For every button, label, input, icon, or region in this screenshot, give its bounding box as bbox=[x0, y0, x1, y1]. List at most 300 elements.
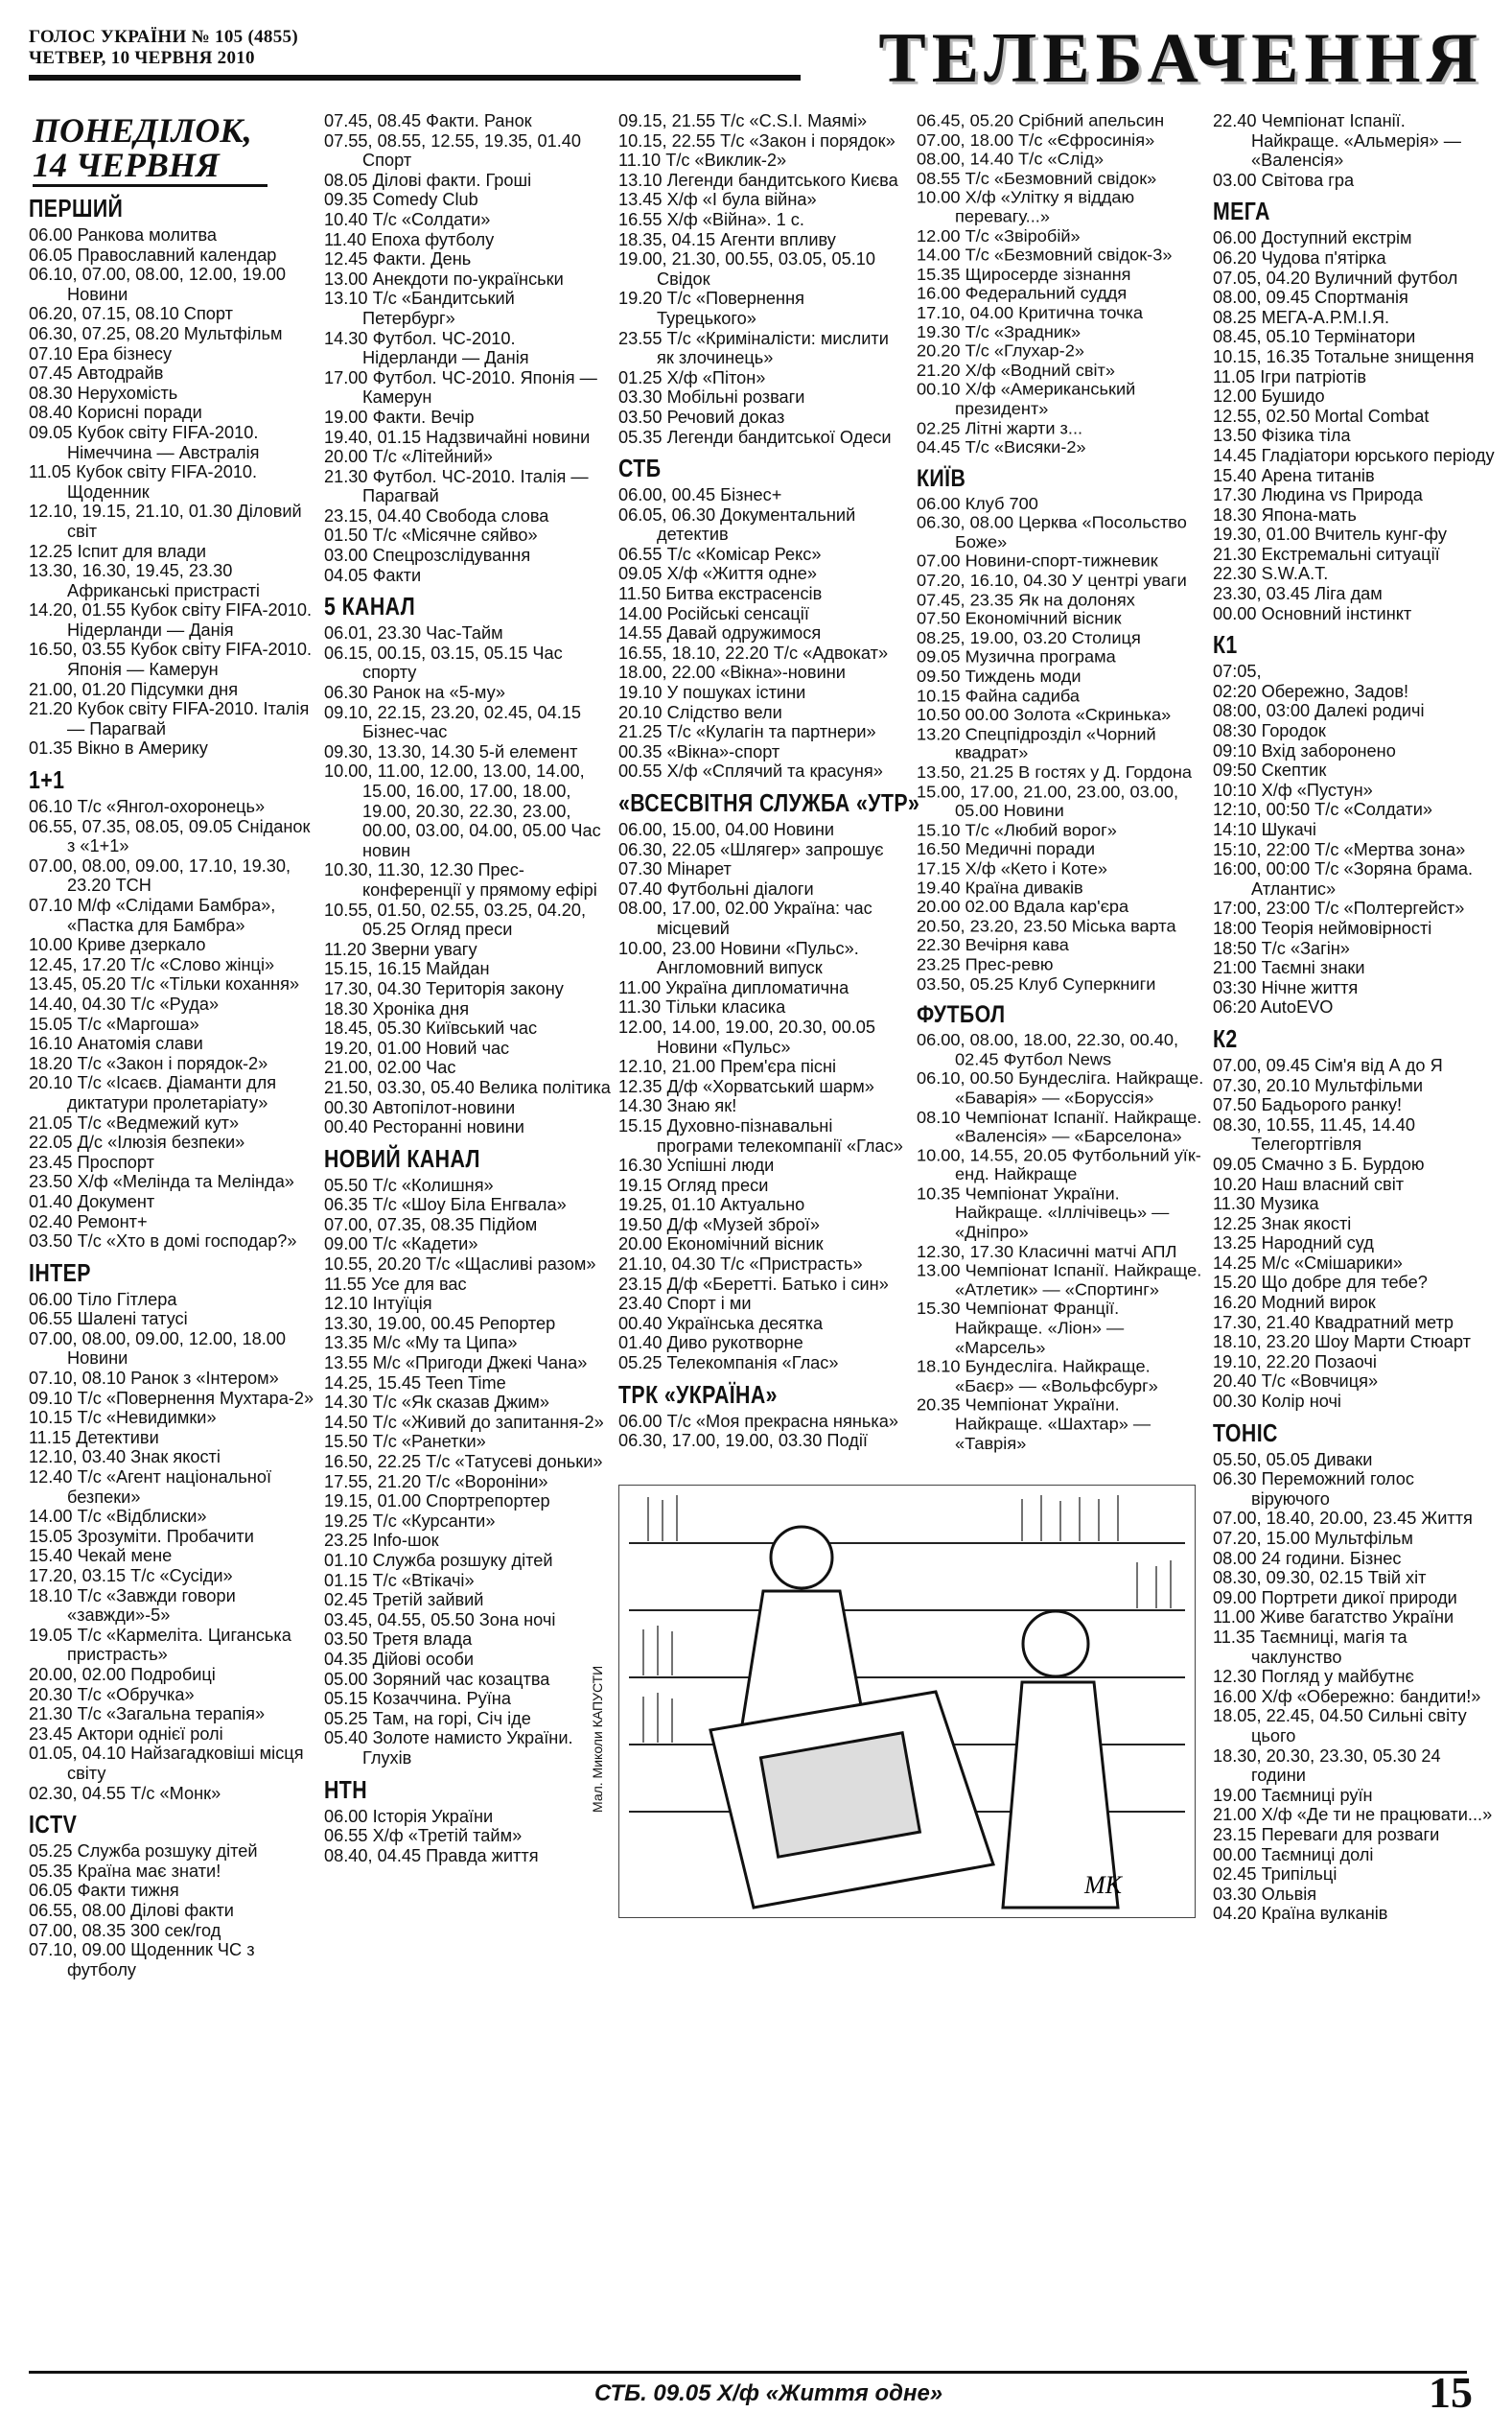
channel-heading: «ВСЕСВІТНЯ СЛУЖБА «УТР» bbox=[618, 788, 920, 817]
program-item: 19.40 Країна диваків bbox=[917, 878, 1083, 898]
program-item: 16.50, 03.55 Кубок світу FIFA-2010. Японія — Камерун bbox=[29, 640, 313, 680]
program-item: 19.10 У пошуках істини bbox=[618, 683, 806, 703]
program-item: 10.00, 11.00, 12.00, 13.00, 14.00, 15.00, 16.00, 17.00, 18.00, 19.00, 20.30, 22.30, 23.00, 00.00, 03.00, 04.00, 05.00 Час новин bbox=[324, 761, 601, 860]
program-item: 21.00, 02.00 Час bbox=[324, 1058, 456, 1078]
program-item: 18:00 Теорія неймовірності bbox=[1213, 918, 1432, 938]
program-item: 07.50 Економічний вісник bbox=[917, 609, 1122, 628]
channel-heading: ФУТБОЛ bbox=[917, 999, 1006, 1028]
program-item: 02.30, 04.55 Т/с «Монк» bbox=[29, 1783, 221, 1803]
program-item: 01.35 Вікно в Америку bbox=[29, 738, 208, 759]
program-item: 15.40 Чекай мене bbox=[29, 1546, 173, 1566]
program-item: 09.15, 21.55 Т/с «C.S.I. Маямі» bbox=[618, 111, 868, 130]
program-item: 19.10, 22.20 Позаочі bbox=[1213, 1351, 1377, 1371]
program-item: 12.10, 19.15, 21.10, 01.30 Діловий світ bbox=[29, 502, 302, 541]
program-item: 05.35 Легенди бандитської Одеси bbox=[618, 427, 892, 447]
program-item: 14.00 Російські сенсації bbox=[618, 603, 809, 623]
program-item: 14.45 Гладіатори юрського періоду bbox=[1213, 445, 1495, 465]
program-item: 05.00 Зоряний час козацтва bbox=[324, 1669, 550, 1689]
program-item: 18.00, 22.00 «Вікна»-новини bbox=[618, 663, 846, 683]
program-item: 16.00 Федеральний суддя bbox=[917, 284, 1128, 303]
program-item: 18.30, 20.30, 23.30, 05.30 24 години bbox=[1213, 1745, 1441, 1786]
program-item: 09.05 Музична програма bbox=[917, 647, 1116, 667]
program-item: 05.50 Т/с «Колишня» bbox=[324, 1175, 494, 1195]
program-item: 07.20, 16.10, 04.30 У центрі уваги bbox=[917, 571, 1187, 590]
program-item: 13.50, 21.25 В гостях у Д. Гордона bbox=[917, 762, 1193, 783]
program-item: 10.55, 20.20 Т/с «Щасливі разом» bbox=[324, 1254, 596, 1275]
program-item: 17.30, 21.40 Квадратний метр bbox=[1213, 1312, 1454, 1332]
masthead bbox=[29, 19, 1483, 100]
program-item: 02.45 Трипільці bbox=[1213, 1864, 1338, 1885]
program-item: 10.15 Файна садиба bbox=[917, 686, 1080, 705]
program-item: 23.30, 03.45 Ліга дам bbox=[1213, 584, 1383, 604]
program-item: 23.25 Прес-ревю bbox=[917, 954, 1054, 974]
program-item: 13.00 Чемпіонат Іспанії. Найкраще. «Атлетик» — «Спортинг» bbox=[917, 1260, 1202, 1300]
channel-heading: НТН bbox=[324, 1774, 368, 1804]
program-item: 11.30 Музика bbox=[1213, 1194, 1319, 1214]
program-item: 11.40 Епоха футболу bbox=[324, 229, 495, 249]
listing-column-2 bbox=[324, 111, 612, 1865]
program-item: 10.20 Наш власний світ bbox=[1213, 1174, 1405, 1194]
program-item: 17.20, 03.15 Т/с «Сусіди» bbox=[29, 1566, 233, 1585]
program-item: 03.50 Т/с «Хто в домі господар?» bbox=[29, 1231, 297, 1252]
program-item: 10.15, 16.35 Тотальне знищення bbox=[1213, 346, 1475, 366]
program-item: 07.30, 20.10 Мультфільми bbox=[1213, 1075, 1423, 1095]
program-item: 21.30 Екстремальні ситуації bbox=[1213, 544, 1440, 564]
program-item: 08.00, 17.00, 02.00 Україна: час місцевий bbox=[618, 899, 872, 938]
program-item: 07.40 Футбольні діалоги bbox=[618, 878, 814, 899]
listing-column-5 bbox=[1213, 111, 1496, 1924]
program-item: 20.10 Т/с «Ісаєв. Діаманти для диктатури пролетаріату» bbox=[29, 1073, 277, 1113]
program-item: 19.30, 01.00 Вчитель кунг-фу bbox=[1213, 525, 1447, 545]
program-item: 00.00 Основний інстинкт bbox=[1213, 603, 1412, 623]
program-item: 21.30 Футбол. ЧС-2010. Італія — Парагвай bbox=[324, 466, 589, 506]
program-item: 10.15 Т/с «Невидимки» bbox=[29, 1408, 217, 1428]
program-item: 08.00, 14.40 Т/с «Слід» bbox=[917, 150, 1105, 169]
program-item: 12.30, 17.30 Класичні матчі АПЛ bbox=[917, 1241, 1177, 1261]
program-item: 19.40, 01.15 Надзвичайні новини bbox=[324, 427, 591, 447]
program-item: 09.35 Comedy Club bbox=[324, 190, 478, 210]
program-item: 08.40 Корисні поради bbox=[29, 403, 202, 423]
program-item: 02.25 Літні жарти з... bbox=[917, 418, 1083, 437]
program-item: 12.55, 02.50 Mortal Combat bbox=[1213, 406, 1430, 426]
program-item: 22.30 Вечірня кава bbox=[917, 935, 1069, 955]
program-item: 07.10 М/ф «Слідами Бамбра», «Пастка для Бамбра» bbox=[29, 896, 276, 935]
program-item: 06.30, 17.00, 19.00, 03.30 Події bbox=[618, 1431, 868, 1451]
program-item: 08.25 МЕГА-А.Р.М.І.Я. bbox=[1213, 307, 1390, 327]
program-item: 10.00, 14.55, 20.05 Футбольний уїк-енд. Найкраще bbox=[917, 1145, 1201, 1184]
program-item: 02.40 Ремонт+ bbox=[29, 1211, 148, 1231]
program-item: 23.40 Спорт і ми bbox=[618, 1294, 752, 1314]
program-item: 19.05 Т/с «Кармеліта. Циганська пристрасть» bbox=[29, 1625, 291, 1665]
program-item: 08.45, 05.10 Термінатори bbox=[1213, 327, 1416, 347]
program-item: 05.25 Телекомпанія «Глас» bbox=[618, 1353, 839, 1373]
program-item: 15.35 Щиросерде зізнання bbox=[917, 265, 1131, 284]
cartoon-signature: МК bbox=[1084, 1871, 1122, 1899]
program-item: 06.10, 00.50 Бундесліга. Найкраще. «Баварія» — «Боруссія» bbox=[917, 1068, 1204, 1108]
newspaper-issue: ГОЛОС УКРАЇНИ № 105 (4855) bbox=[29, 27, 298, 47]
program-item: 01.05, 04.10 Найзагадковіші місця світу bbox=[29, 1744, 304, 1783]
program-item: 03.45, 04.55, 05.50 Зона ночі bbox=[324, 1609, 556, 1629]
program-item: 15.05 Зрозуміти. Пробачити bbox=[29, 1526, 254, 1546]
channel-heading: К1 bbox=[1213, 630, 1238, 660]
program-item: 10.35 Чемпіонат України. Найкраще. «Іллічівець» — «Дніпро» bbox=[917, 1183, 1170, 1242]
program-item: 06.55 Шалені татусі bbox=[29, 1309, 188, 1329]
listing-column-1 bbox=[29, 111, 316, 1979]
channel-heading: НОВИЙ КАНАЛ bbox=[324, 1143, 480, 1173]
program-item: 09.00 Портрети дикої природи bbox=[1213, 1587, 1457, 1607]
program-item: 07.10, 08.10 Ранок з «Інтером» bbox=[29, 1369, 279, 1389]
program-item: 10.00 Х/ф «Улітку я віддаю перевагу...» bbox=[917, 188, 1135, 226]
program-item: 14.40, 04.30 Т/с «Руда» bbox=[29, 994, 220, 1014]
program-item: 06.30, 22.05 «Шлягер» запрошує bbox=[618, 839, 884, 859]
program-item: 19.20, 01.00 Новий час bbox=[324, 1038, 510, 1058]
program-item: 06.55, 07.35, 08.05, 09.05 Сніданок з «1+1» bbox=[29, 816, 311, 856]
program-item: 18.45, 05.30 Київський час bbox=[324, 1019, 538, 1039]
program-item: 06.30 Ранок на «5-му» bbox=[324, 683, 505, 703]
program-item: 07.00, 08.00, 09.00, 12.00, 18.00 Новини bbox=[29, 1328, 286, 1369]
program-item: 17:00, 23:00 Т/с «Полтергейст» bbox=[1213, 899, 1465, 919]
program-item: 07.45, 08.45 Факти. Ранок bbox=[324, 111, 532, 130]
program-item: 00.30 Автопілот-новини bbox=[324, 1097, 516, 1117]
program-item: 10.55, 01.50, 02.55, 03.25, 04.20, 05.25 Огляд преси bbox=[324, 900, 587, 940]
program-item: 21.50, 03.30, 05.40 Велика політика bbox=[324, 1077, 611, 1097]
program-item: 08.30, 09.30, 02.15 Твій хіт bbox=[1213, 1568, 1427, 1588]
program-item: 10.50 00.00 Золота «Скринька» bbox=[917, 705, 1172, 724]
day-title bbox=[33, 113, 268, 187]
program-item: 11.30 Тільки класика bbox=[618, 997, 786, 1018]
program-item: 04.35 Дійові особи bbox=[324, 1649, 475, 1669]
program-item: 12.25 Іспит для влади bbox=[29, 541, 206, 561]
program-item: 13.10 Легенди бандитського Києва bbox=[618, 170, 898, 190]
program-item: 19.20 Т/с «Повернення Турецького» bbox=[618, 289, 804, 328]
program-item: 09.10, 22.15, 23.20, 02.45, 04.15 Бізнес-час bbox=[324, 702, 581, 742]
program-item: 11.00 Україна дипломатична bbox=[618, 977, 849, 997]
listing-column-3 bbox=[618, 111, 920, 1451]
program-item: 14.30 Знаю як! bbox=[618, 1096, 737, 1116]
program-item: 21.00 Х/ф «Де ти не працювати...» bbox=[1213, 1805, 1493, 1825]
program-item: 08.00 24 години. Бізнес bbox=[1213, 1548, 1402, 1568]
program-item: 06:20 AutoEVO bbox=[1213, 997, 1334, 1018]
program-item: 07.05, 04.20 Вуличний футбол bbox=[1213, 268, 1458, 288]
program-item: 12.00, 14.00, 19.00, 20.30, 00.05 Новини «Пульс» bbox=[618, 1017, 875, 1057]
channel-heading: ТРК «УКРАЇНА» bbox=[618, 1379, 778, 1409]
program-item: 06.55 Х/ф «Третій тайм» bbox=[324, 1826, 523, 1846]
program-item: 12.25 Знак якості bbox=[1213, 1213, 1352, 1233]
program-item: 12.10, 21.00 Прем'єра пісні bbox=[618, 1057, 837, 1077]
program-item: 14.30 Футбол. ЧС-2010. Нідерланди — Данія bbox=[324, 328, 529, 368]
program-item: 13.25 Народний суд bbox=[1213, 1233, 1374, 1253]
program-item: 13.30, 19.00, 00.45 Репортер bbox=[324, 1313, 556, 1333]
channel-heading: ІНТЕР bbox=[29, 1257, 91, 1287]
program-item: 06.00 Ранкова молитва bbox=[29, 225, 218, 245]
channel-heading: КИЇВ bbox=[917, 463, 966, 492]
program-item: 15.15 Духовно-пізнавальні програми телекомпанії «Глас» bbox=[618, 1115, 903, 1156]
program-item: 03.50 Третя влада bbox=[324, 1629, 473, 1650]
program-item: 19.25 Т/с «Курсанти» bbox=[324, 1511, 496, 1531]
page-number: 15 bbox=[1429, 2368, 1473, 2417]
program-item: 09.30, 13.30, 14.30 5-й елемент bbox=[324, 741, 578, 761]
program-item: 08.00, 09.45 Спортманія bbox=[1213, 288, 1408, 308]
issue-date: ЧЕТВЕР, 10 ЧЕРВНЯ 2010 bbox=[29, 48, 255, 68]
program-item: 16.30 Успішні люди bbox=[618, 1156, 775, 1176]
program-item: 18.10, 23.20 Шоу Марти Стюарт bbox=[1213, 1332, 1471, 1352]
program-item: 20.35 Чемпіонат України. Найкраще. «Шахтар» — «Таврія» bbox=[917, 1395, 1151, 1453]
program-item: 23.15 Переваги для розваги bbox=[1213, 1824, 1440, 1844]
program-item: 20.20 Т/с «Глухар-2» bbox=[917, 341, 1084, 361]
program-item: 01.40 Диво рукотворне bbox=[618, 1333, 803, 1353]
program-item: 21.00, 01.20 Підсумки дня bbox=[29, 679, 239, 699]
program-item: 07.45, 23.35 Як на долонях bbox=[917, 590, 1135, 609]
program-item: 21.25 Т/с «Кулагін та партнери» bbox=[618, 722, 876, 742]
program-item: 19.00, 21.30, 00.55, 03.05, 05.10 Свідок bbox=[618, 249, 875, 289]
program-item: 16.55, 18.10, 22.20 Т/с «Адвокат» bbox=[618, 643, 889, 663]
program-item: 06.30 Переможний голос віруючого bbox=[1213, 1469, 1414, 1509]
program-item: 06.00, 00.45 Бізнес+ bbox=[618, 485, 782, 505]
program-item: 20.30 Т/с «Обручка» bbox=[29, 1684, 195, 1704]
program-item: 18:50 Т/с «Загін» bbox=[1213, 938, 1350, 958]
program-item: 18.05, 22.45, 04.50 Сильні світу цього bbox=[1213, 1706, 1467, 1745]
program-item: 14.25 М/с «Смішарики» bbox=[1213, 1253, 1403, 1273]
program-item: 07.10, 09.00 Щоденник ЧС з футболу bbox=[29, 1940, 255, 1979]
program-item: 19.15 Огляд преси bbox=[618, 1175, 769, 1195]
program-item: 09.05 Х/ф «Життя одне» bbox=[618, 564, 817, 584]
program-item: 16:00, 00:00 Т/с «Зоряна брама. Атлантис» bbox=[1213, 859, 1474, 899]
cartoon-drawing bbox=[619, 1486, 1195, 1917]
program-item: 00.10 Х/ф «Американський президент» bbox=[917, 380, 1136, 418]
masthead-info bbox=[29, 27, 298, 69]
program-item: 09:50 Скептик bbox=[1213, 761, 1327, 781]
program-item: 13.35 М/с «Му та Ципа» bbox=[324, 1333, 518, 1353]
program-item: 02.45 Третій зайвий bbox=[324, 1590, 484, 1610]
program-item: 21.20 Х/ф «Водний світ» bbox=[917, 361, 1115, 380]
program-item: 15.05 Т/с «Маргоша» bbox=[29, 1014, 199, 1034]
program-item: 06.20, 07.15, 08.10 Спорт bbox=[29, 304, 233, 324]
program-item: 14.00 Т/с «Безмовний свідок-3» bbox=[917, 246, 1173, 265]
channel-heading: СТБ bbox=[618, 454, 662, 483]
program-item: 14:10 Шукачі bbox=[1213, 820, 1316, 839]
program-item: 11.35 Таємниці, магія та чаклунство bbox=[1213, 1627, 1407, 1667]
program-item: 00.40 Українська десятка bbox=[618, 1313, 824, 1333]
program-item: 14.50 Т/с «Живий до запитання-2» bbox=[324, 1412, 604, 1432]
program-item: 11.20 Зверни увагу bbox=[324, 939, 477, 959]
program-item: 01.10 Служба розшуку дітей bbox=[324, 1550, 553, 1570]
program-item: 11.15 Детективи bbox=[29, 1427, 159, 1447]
program-item: 10:10 Х/ф «Пустун» bbox=[1213, 780, 1373, 800]
program-item: 20.00, 02.00 Подробиці bbox=[29, 1664, 216, 1684]
program-item: 19.25, 01.10 Актуально bbox=[618, 1195, 805, 1215]
program-item: 06.00 Доступний екстрім bbox=[1213, 228, 1412, 248]
program-item: 11.50 Битва екстрасенсів bbox=[618, 584, 823, 604]
program-item: 18.30 Япона-мать bbox=[1213, 504, 1357, 525]
program-item: 04.45 Т/с «Висяки-2» bbox=[917, 437, 1086, 457]
program-item: 05.35 Країна має знати! bbox=[29, 1861, 221, 1881]
program-item: 00.30 Колір ночі bbox=[1213, 1392, 1341, 1412]
program-item: 05.50, 05.05 Диваки bbox=[1213, 1449, 1373, 1469]
program-item: 18.35, 04.15 Агенти впливу bbox=[618, 229, 836, 249]
program-item: 19.00 Факти. Вечір bbox=[324, 407, 475, 427]
program-item: 14.25, 15.45 Teen Time bbox=[324, 1372, 506, 1393]
program-item: 15.50 Т/с «Ранетки» bbox=[324, 1432, 486, 1452]
cartoon-illustration bbox=[618, 1485, 1196, 1918]
program-item: 20.00 Економічний вісник bbox=[618, 1234, 824, 1254]
program-item: 15.10 Т/с «Любий ворог» bbox=[917, 820, 1117, 840]
program-item: 06.55, 08.00 Ділові факти bbox=[29, 1900, 234, 1920]
program-item: 09.50 Тиждень моди bbox=[917, 667, 1082, 686]
program-item: 12.30 Погляд у майбутнє bbox=[1213, 1667, 1414, 1687]
program-item: 20.10 Слідство вели bbox=[618, 702, 782, 722]
program-item: 16.20 Модний вирок bbox=[1213, 1293, 1376, 1313]
program-item: 12.45 Факти. День bbox=[324, 249, 472, 269]
program-item: 12.45, 17.20 Т/с «Слово жінці» bbox=[29, 954, 275, 974]
program-item: 13.55 М/с «Пригоди Джекі Чана» bbox=[324, 1353, 588, 1373]
program-item: 20.40 Т/с «Вовчиця» bbox=[1213, 1371, 1379, 1392]
program-item: 06.00 Т/с «Моя прекрасна нянька» bbox=[618, 1411, 898, 1431]
program-item: 22.30 S.W.A.T. bbox=[1213, 564, 1329, 584]
program-item: 13.10 Т/с «Бандитський Петербург» bbox=[324, 289, 515, 328]
program-item: 18.10 Т/с «Завжди говори «завжди»-5» bbox=[29, 1585, 236, 1626]
program-item: 08.05 Ділові факти. Гроші bbox=[324, 170, 532, 190]
program-item: 07.00 Новини-спорт-тижневик bbox=[917, 551, 1158, 571]
program-item: 06.00, 15.00, 04.00 Новини bbox=[618, 820, 835, 839]
program-item: 21.05 Т/с «Ведмежий кут» bbox=[29, 1113, 240, 1133]
program-item: 07.00, 09.45 Сім'я від А до Я bbox=[1213, 1055, 1443, 1075]
program-item: 23.15 Д/ф «Беретті. Батько і син» bbox=[618, 1274, 889, 1294]
program-item: 06.10, 07.00, 08.00, 12.00, 19.00 Новини bbox=[29, 265, 286, 304]
program-item: 17.30, 04.30 Територія закону bbox=[324, 978, 564, 998]
program-item: 15:10, 22:00 Т/с «Мертва зона» bbox=[1213, 839, 1466, 859]
channel-heading: ПЕРШИЙ bbox=[29, 194, 124, 223]
program-item: 07.00, 08.00, 09.00, 17.10, 19.30, 23.20 ТСН bbox=[29, 855, 291, 896]
program-item: 23.45 Актори однієї ролі bbox=[29, 1723, 223, 1744]
program-item: 08:30 Городок bbox=[1213, 721, 1326, 741]
program-item: 23.25 Info-шок bbox=[324, 1531, 439, 1551]
program-item: 12.40 Т/с «Агент національної безпеки» bbox=[29, 1467, 272, 1507]
program-item: 10.15, 22.55 Т/с «Закон і порядок» bbox=[618, 130, 896, 151]
channel-heading: 1+1 bbox=[29, 765, 65, 795]
program-item: 09.05 Смачно з Б. Бурдою bbox=[1213, 1154, 1425, 1174]
program-item: 03:30 Нічне життя bbox=[1213, 977, 1359, 997]
program-item: 11.05 Кубок світу FIFA-2010. Щоденник bbox=[29, 462, 258, 502]
program-item: 11.10 Т/с «Виклик-2» bbox=[618, 151, 787, 171]
program-item: 08.40, 04.45 Правда життя bbox=[324, 1845, 539, 1865]
program-item: 17.00 Футбол. ЧС-2010. Японія — Камерун bbox=[324, 367, 597, 408]
program-item: 06.01, 23.30 Час-Тайм bbox=[324, 623, 503, 644]
program-item: 23.55 Т/с «Криміналісти: мислити як злочинець» bbox=[618, 328, 889, 368]
program-item: 19.50 Д/ф «Музей зброї» bbox=[618, 1214, 820, 1234]
program-item: 21:00 Таємні знаки bbox=[1213, 958, 1365, 978]
channel-heading: ТОНІС bbox=[1213, 1417, 1278, 1447]
program-item: 06.30, 08.00 Церква «Посольство Боже» bbox=[917, 513, 1187, 551]
program-item: 08.30 Нерухомість bbox=[29, 383, 178, 403]
program-item: 06.10 Т/с «Янгол-охоронець» bbox=[29, 797, 266, 817]
channel-heading: МЕГА bbox=[1213, 197, 1270, 226]
program-item: 00.00 Таємниці долі bbox=[1213, 1844, 1374, 1864]
program-item: 10.40 Т/с «Солдати» bbox=[324, 209, 491, 229]
program-item: 15.20 Що добре для тебе? bbox=[1213, 1273, 1428, 1293]
program-item: 21.20 Кубок світу FIFA-2010. Італія — Парагвай bbox=[29, 699, 310, 738]
program-item: 16.55 Х/ф «Війна». 1 с. bbox=[618, 209, 804, 229]
program-item: 06.00 Історія України bbox=[324, 1806, 494, 1826]
program-item: 17.10, 04.00 Критична точка bbox=[917, 303, 1144, 322]
program-item: 05.25 Служба розшуку дітей bbox=[29, 1841, 258, 1862]
program-item: 07.50 Бадьорого ранку! bbox=[1213, 1095, 1403, 1115]
program-item: 12.00 Т/с «Звіробій» bbox=[917, 226, 1081, 246]
program-item: 13.20 Спецпідрозділ «Чорний квадрат» bbox=[917, 724, 1156, 762]
program-item: 12.00 Бушидо bbox=[1213, 386, 1325, 407]
program-item: 12.35 Д/ф «Хорватський шарм» bbox=[618, 1076, 874, 1096]
program-item: 06.55 Т/с «Комісар Рекс» bbox=[618, 544, 822, 564]
program-item: 03.30 Ольвія bbox=[1213, 1884, 1317, 1904]
program-item: 20.00 Т/с «Літейний» bbox=[324, 447, 493, 467]
program-item: 12.10 Інтуїція bbox=[324, 1294, 432, 1314]
program-item: 09:10 Вхід заборонено bbox=[1213, 740, 1396, 761]
program-item: 07:05, bbox=[1213, 662, 1262, 682]
program-item: 01.40 Документ bbox=[29, 1191, 155, 1211]
program-item: 07.20, 15.00 Мультфільм bbox=[1213, 1529, 1413, 1548]
program-item: 23.15, 04.40 Свобода слова bbox=[324, 505, 549, 526]
program-item: 17.55, 21.20 Т/с «Вороніни» bbox=[324, 1471, 548, 1491]
program-item: 11.00 Живе багатство України bbox=[1213, 1607, 1454, 1628]
program-item: 06.05, 06.30 Документальний детектив bbox=[618, 504, 856, 545]
day-title-date: 14 ЧЕРВНЯ bbox=[33, 146, 220, 184]
program-item: 03.00 Світова гра bbox=[1213, 170, 1355, 190]
program-item: 07.30 Мінарет bbox=[618, 859, 732, 879]
program-item: 21.10, 04.30 Т/с «Пристрасть» bbox=[618, 1254, 863, 1275]
program-item: 06.30, 07.25, 08.20 Мультфільм bbox=[29, 323, 283, 343]
program-item: 04.05 Факти bbox=[324, 565, 422, 585]
program-item: 14.00 Т/с «Відблиски» bbox=[29, 1507, 207, 1527]
program-item: 14.30 Т/с «Як сказав Джим» bbox=[324, 1393, 549, 1413]
program-item: 03.50 Речовий доказ bbox=[618, 407, 785, 427]
program-item: 00.40 Ресторанні новини bbox=[324, 1117, 524, 1137]
program-item: 13.00 Анекдоти по-українськи bbox=[324, 269, 564, 289]
program-item: 19.30 Т/с «Зрадник» bbox=[917, 322, 1082, 341]
program-item: 15.00, 17.00, 21.00, 23.00, 03.00, 05.00 Новини bbox=[917, 782, 1179, 821]
program-item: 00.35 «Вікна»-спорт bbox=[618, 741, 780, 761]
program-item: 20.50, 23.20, 23.50 Міська варта bbox=[917, 916, 1176, 936]
program-item: 02:20 Обережно, Задов! bbox=[1213, 681, 1409, 701]
program-item: 09.05 Кубок світу FIFA-2010. Німеччина — Австралія bbox=[29, 422, 260, 462]
program-item: 06.35 Т/с «Шоу Біла Енгвала» bbox=[324, 1195, 567, 1215]
program-item: 01.25 Х/ф «Пітон» bbox=[618, 367, 766, 387]
program-item: 08.10 Чемпіонат Іспанії. Найкраще. «Валенсія» — «Барселона» bbox=[917, 1107, 1202, 1146]
channel-heading: К2 bbox=[1213, 1023, 1238, 1053]
program-item: 18.30 Хроніка дня bbox=[324, 998, 470, 1019]
program-item: 06.00, 08.00, 18.00, 22.30, 00.40, 02.45 Футбол News bbox=[917, 1030, 1179, 1069]
program-item: 06.05 Православний календар bbox=[29, 245, 277, 265]
program-item: 08.30, 10.55, 11.45, 14.40 Телегортгівля bbox=[1213, 1114, 1416, 1155]
program-item: 23.50 Х/ф «Мелінда та Мелінда» bbox=[29, 1172, 294, 1192]
program-item: 07.00, 07.35, 08.35 Підйом bbox=[324, 1214, 538, 1234]
program-item: 13.45, 05.20 Т/с «Тільки кохання» bbox=[29, 974, 300, 995]
program-item: 18.20 Т/с «Закон і порядок-2» bbox=[29, 1053, 268, 1073]
program-item: 10.00 Криве дзеркало bbox=[29, 935, 206, 955]
program-item: 08.25, 19.00, 03.20 Столиця bbox=[917, 628, 1141, 647]
program-item: 08:00, 03:00 Далекі родичі bbox=[1213, 701, 1425, 721]
program-item: 05.15 Козаччина. Руїна bbox=[324, 1689, 511, 1709]
program-item: 17.30 Людина vs Природа bbox=[1213, 485, 1423, 505]
program-item: 16.50 Медичні поради bbox=[917, 839, 1095, 859]
program-item: 19.15, 01.00 Спортрепортер bbox=[324, 1491, 550, 1511]
program-item: 07.55, 08.55, 12.55, 19.35, 01.40 Спорт bbox=[324, 130, 581, 171]
program-item: 15.40 Арена титанів bbox=[1213, 465, 1375, 485]
program-item: 06.45, 05.20 Срібний апельсин bbox=[917, 111, 1165, 130]
program-item: 23.45 Проспорт bbox=[29, 1152, 154, 1172]
program-item: 06.20 Чудова п'ятірка bbox=[1213, 247, 1386, 268]
program-item: 01.15 Т/с «Втікачі» bbox=[324, 1570, 475, 1590]
program-item: 10.00, 23.00 Новини «Пульс». Англомовний випуск bbox=[618, 938, 859, 978]
program-item: 21.30 Т/с «Загальна терапія» bbox=[29, 1704, 266, 1724]
